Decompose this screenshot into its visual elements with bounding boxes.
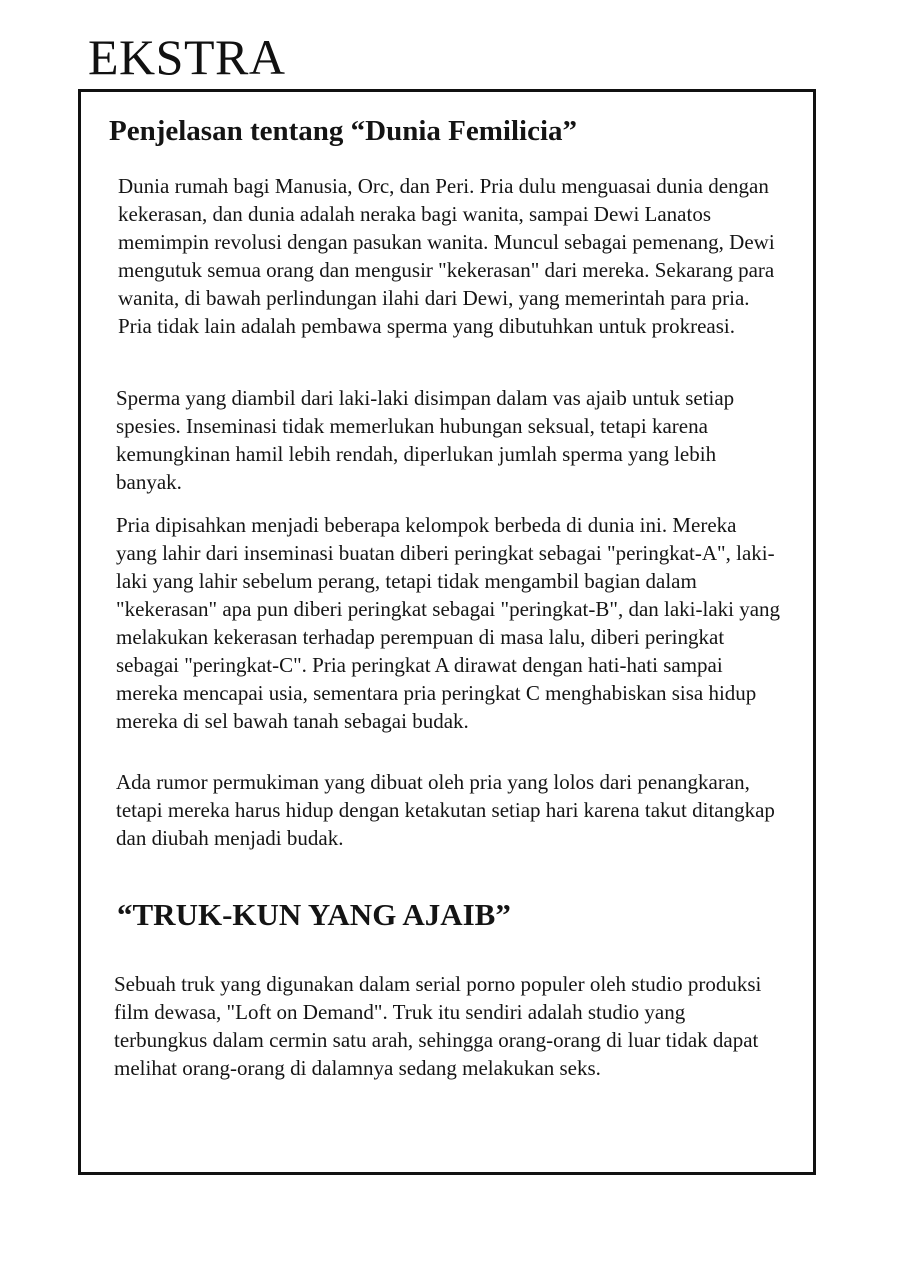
paragraph-settlement-rumor: Ada rumor permukiman yang dibuat oleh pria yang lolos dari penangkaran, tetapi mereka harus hidup dengan ketakutan setiap hari karena takut ditangkap dan diubah menjadi budak. bbox=[116, 770, 775, 850]
paragraph-male-ranks: Pria dipisahkan menjadi beberapa kelompok berbeda di dunia ini. Mereka yang lahir dari inseminasi buatan diberi peringkat sebagai "peringkat-A", laki-laki yang lahir sebelum perang, tetapi tidak mengambil bagian dalam "kekerasan" apa pun diberi peringkat sebagai "peringkat-B", dan laki-laki yang melakukan kekerasan terhadap perempuan di masa lalu, diberi peringkat sebagai "peringkat-C". Pria peringkat A dirawat dengan hati-hati sampai mereka mencapai usia, sementara pria peringkat C menghabiskan sisa hidup mereka di sel bawah tanah sebagai budak. bbox=[116, 513, 781, 733]
section-title-truk-kun: “TRUK-KUN YANG AJAIB” bbox=[117, 897, 511, 932]
content-panel bbox=[78, 89, 816, 1175]
paragraph-sperm-storage: Sperma yang diambil dari laki-laki disimpan dalam vas ajaib untuk setiap spesies. Inseminasi tidak memerlukan hubungan seksual, tetapi karena kemungkinan hamil lebih rendah, diperlukan jumlah sperma yang lebih banyak. bbox=[116, 386, 735, 494]
paragraph-truk-description: Sebuah truk yang digunakan dalam serial porno populer oleh studio produksi film dewasa, "Loft on Demand". Truk itu sendiri adalah studio yang terbungkus dalam cermin satu arah, sehingga orang-orang di luar tidak dapat melihat orang-orang di dalamnya sedang melakukan seks. bbox=[114, 972, 762, 1080]
paragraph-world-overview: Dunia rumah bagi Manusia, Orc, dan Peri. Pria dulu menguasai dunia dengan kekerasan, dan dunia adalah neraka bagi wanita, sampai Dewi Lanatos memimpin revolusi dengan pasukan wanita. Muncul sebagai pemenang, Dewi mengutuk semua orang dan mengusir "kekerasan" dari mereka. Sekarang para wanita, di bawah perlindungan ilahi dari Dewi, yang memerintah para pria. Pria tidak lain adalah pembawa sperma yang dibutuhkan untuk prokreasi. bbox=[118, 174, 775, 338]
section-title-dunia-femilicia: Penjelasan tentang “Dunia Femilicia” bbox=[109, 115, 578, 147]
page-title: EKSTRA bbox=[88, 29, 286, 85]
